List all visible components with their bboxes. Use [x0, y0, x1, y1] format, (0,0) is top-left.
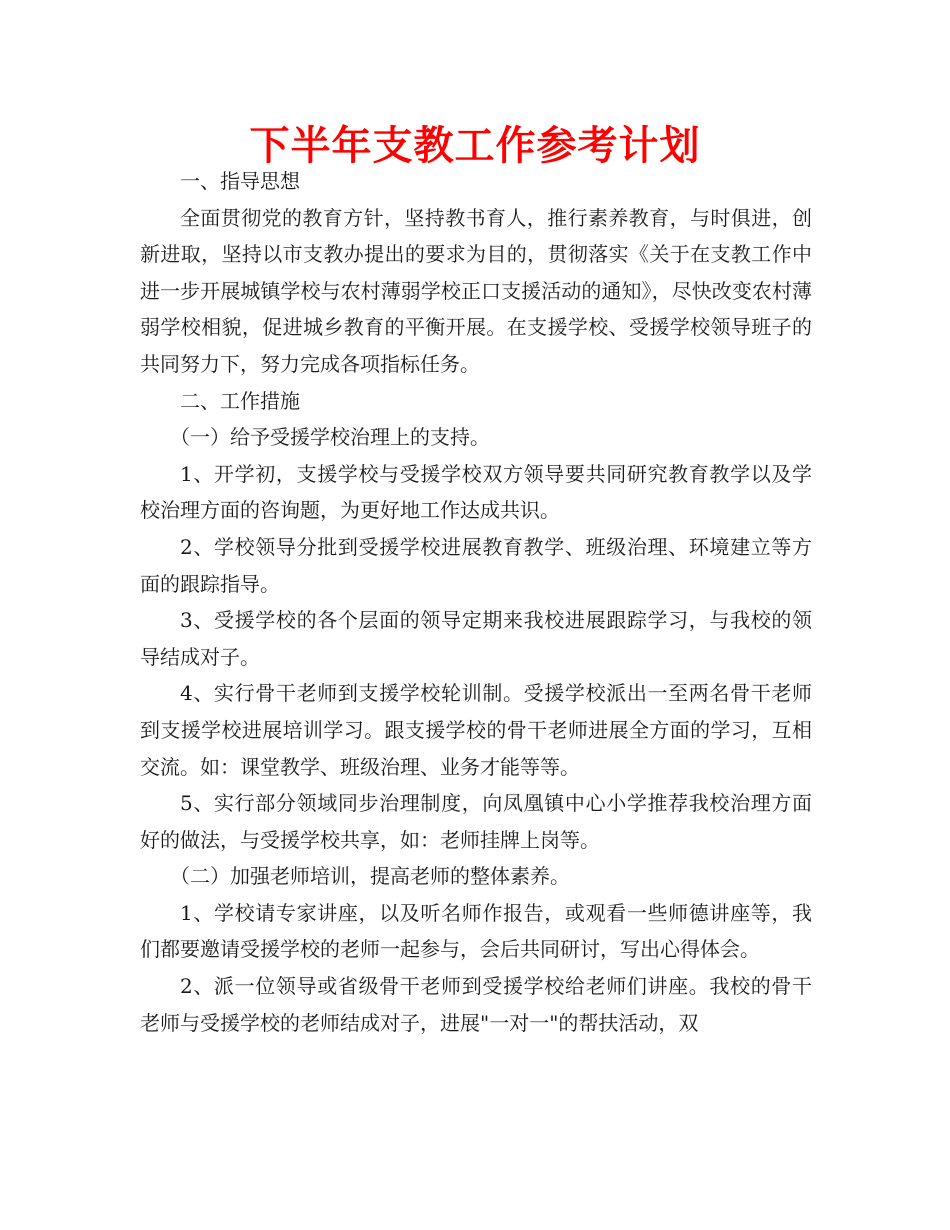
list-item: 5、实行部分领域同步治理制度，向凤凰镇中心小学推荐我校治理方面好的做法，与受援学校共享，如：老师挂牌上岗等。: [140, 791, 812, 852]
document-body: [140, 163, 812, 1041]
paragraph: 全面贯彻党的教育方针，坚持教书育人，推行素养教育，与时俱进，创新进取，坚持以市支教办提出的要求为目的，贯彻落实《关于在支教工作中进一步开展城镇学校与农村薄弱学校正口支援活动的通知》，尽快改变农村薄弱学校相貌，促进城乡教育的平衡开展。在支援学校、受援学校领导班子的共同努力下，努力完成各项指标任务。: [140, 205, 812, 376]
list-item: 2、派一位领导或省级骨干老师到受援学校给老师们讲座。我校的骨干老师与受援学校的老师结成对子，进展"一对一"的帮扶活动，双: [140, 974, 812, 1035]
list-item: 3、受援学校的各个层面的领导定期来我校进展跟踪学习，与我校的领导结成对子。: [140, 608, 812, 669]
list-item: 1、学校请专家讲座，以及听名师作报告，或观看一些师德讲座等，我们都要邀请受援学校的老师一起参与，会后共同研讨，写出心得体会。: [140, 900, 812, 962]
subsection-heading-teacher-training: （二）加强老师培训，提高老师的整体素养。: [170, 864, 570, 889]
list-item: 2、学校领导分批到受援学校进展教育教学、班级治理、环境建立等方面的跟踪指导。: [140, 534, 812, 596]
section-heading-work-measures: 二、工作措施: [180, 388, 300, 413]
list-item: 4、实行骨干老师到支援学校轮训制。受援学校派出一至两名骨干老师到支援学校进展培训学习。跟支援学校的骨干老师进展全方面的学习，互相交流。如：课堂教学、班级治理、业务才能等等。: [140, 681, 812, 779]
section-heading-guiding-thought: 一、指导思想: [180, 169, 300, 193]
document-title: 下半年支教工作参考计划: [249, 123, 701, 169]
subsection-heading-management-support: （一）给予受援学校治理上的支持。: [170, 425, 490, 450]
list-item: 1、开学初，支援学校与受援学校双方领导要共同研究教育教学以及学校治理方面的咨询题，为更好地工作达成共识。: [140, 461, 812, 523]
